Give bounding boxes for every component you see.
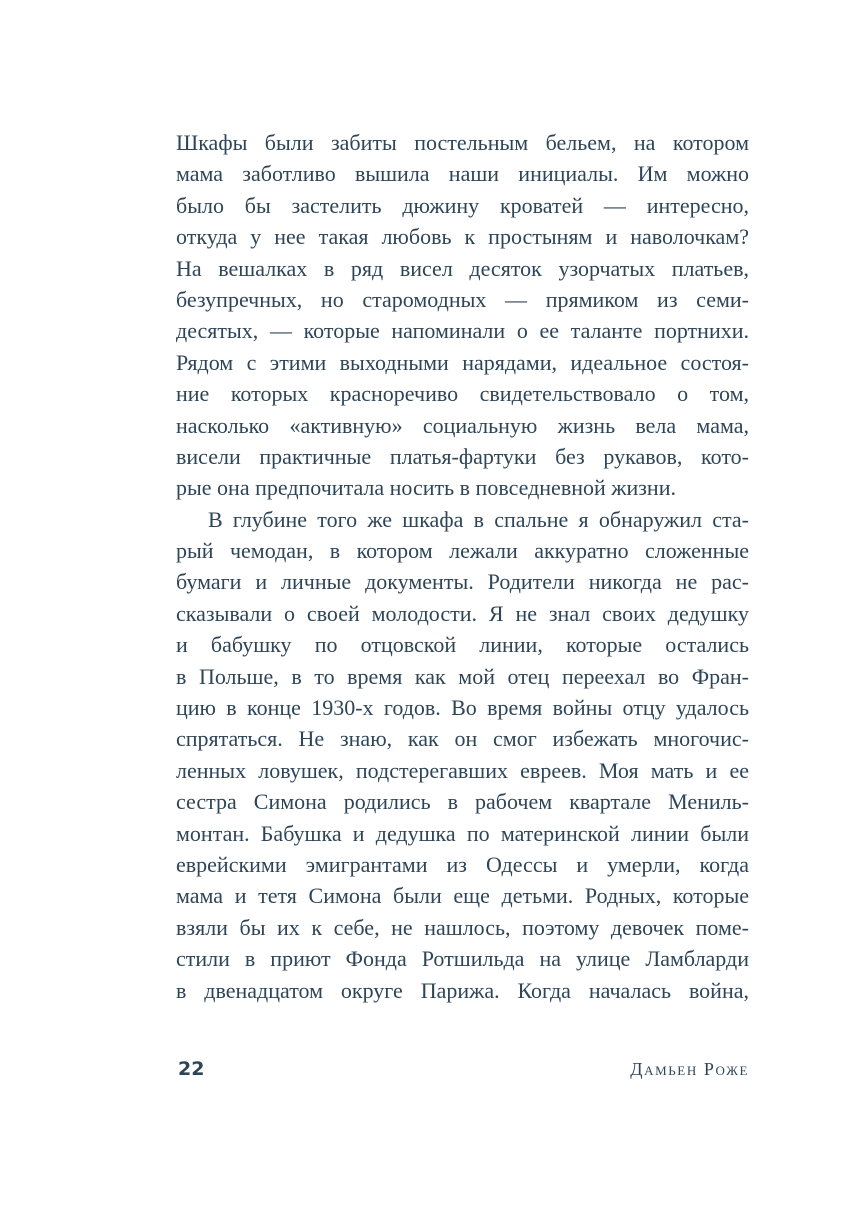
- text-line: монтан. Бабушка и дедушка по материнской линии были: [176, 820, 749, 846]
- text-line: и бабушку по отцовской линии, которые остались: [176, 632, 749, 658]
- text-line: спрятаться. Не знаю, как он смог избежать многочис-: [176, 726, 749, 752]
- text-line: На вешалках в ряд висел десяток узорчатых платьев,: [176, 255, 749, 281]
- page-number: 22: [178, 1058, 205, 1080]
- text-line: взяли бы их к себе, не нашлось, поэтому девочек поме-: [176, 914, 749, 940]
- running-head-author: Дамьен Роже: [630, 1059, 749, 1079]
- text-line: мама заботливо вышила наши инициалы. Им можно: [176, 161, 749, 187]
- text-line: в двенадцатом округе Парижа. Когда началась война,: [176, 977, 749, 1003]
- text-line: безупречных, но старомодных — прямиком из семи-: [176, 286, 749, 312]
- text-line: цию в конце 1930-х годов. Во время войны отцу удалось: [176, 695, 749, 721]
- text-line: насколько «активную» социальную жизнь вела мама,: [176, 412, 749, 438]
- text-line: откуда у нее такая любовь к простыням и наволочкам?: [176, 224, 749, 250]
- text-line: Рядом с этими выходными нарядами, идеальное состоя-: [176, 349, 749, 375]
- paragraph-2: [176, 504, 749, 1006]
- text-line: висели практичные платья-фартуки без рукавов, кото-: [176, 443, 749, 469]
- text-line: Шкафы были забиты постельным бельем, на котором: [176, 130, 749, 155]
- text-line: рый чемодан, в котором лежали аккуратно сложенные: [176, 538, 749, 564]
- text-line: еврейскими эмигрантами из Одессы и умерли, когда: [176, 851, 749, 877]
- body-text: [176, 127, 749, 1006]
- text-line: мама и тетя Симона были еще детьми. Родных, которые: [176, 883, 749, 909]
- text-line: ние которых красноречиво свидетельствовало о том,: [176, 381, 749, 407]
- paragraph-1: [176, 127, 749, 504]
- text-line: ленных ловушек, подстерегавших евреев. Моя мать и ее: [176, 757, 749, 783]
- text-line: сестра Симона родились в рабочем квартале Мениль-: [176, 789, 749, 815]
- text-line: стили в приют Фонда Ротшильда на улице Ламбларди: [176, 946, 749, 972]
- text-line: бумаги и личные документы. Родители никогда не рас-: [176, 569, 749, 595]
- text-line: в Польше, в то время как мой отец переехал во Фран-: [176, 663, 749, 689]
- text-line: сказывали о своей молодости. Я не знал своих дедушку: [176, 600, 749, 626]
- text-line: В глубине того же шкафа в спальне я обнаружил ста-: [208, 506, 749, 532]
- text-line: было бы застелить дюжину кроватей — интересно,: [176, 192, 749, 218]
- text-line: десятых, — которые напоминали о ее таланте портнихи.: [176, 318, 749, 344]
- page-footer: [176, 1055, 749, 1085]
- text-line: рые она предпочитала носить в повседневной жизни.: [176, 475, 676, 501]
